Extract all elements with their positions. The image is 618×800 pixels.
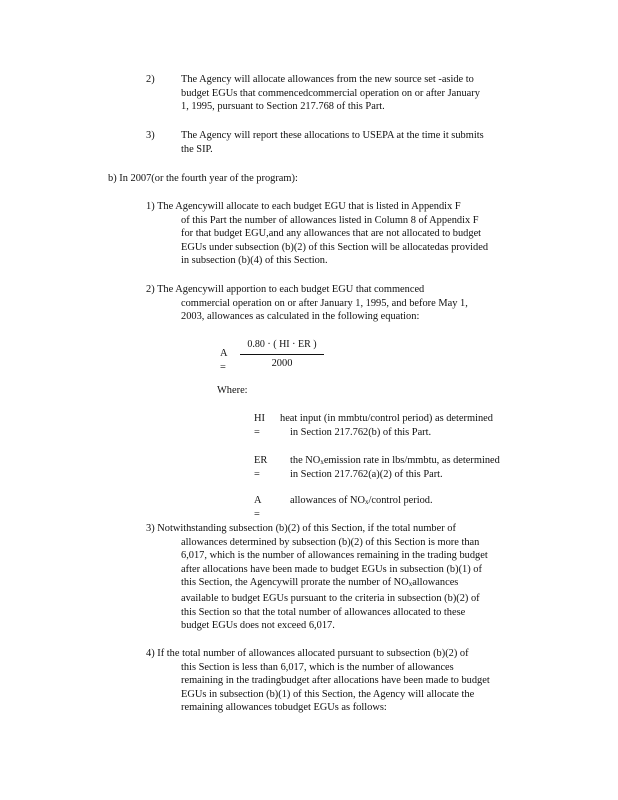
text-line: 1, 1995, pursuant to Section 217.768 of this Part. [181,101,385,113]
text-line: EGUs in subsection (b)(1) of this Section, the Agency will allocate the [181,688,475,700]
subscript: x [365,498,369,506]
definition-term: HI = [254,413,265,438]
text-line: 2003, allowances as calculated in the following equation: [181,311,420,323]
subscript: x [408,580,413,589]
definition-text-part: allowances of NO [290,495,366,506]
text-part: allowances [412,577,459,589]
text-line: The Agency will allocate allowances from the new source set -aside to [181,74,474,85]
text-line: The Agency will report these allocations to USEPA at the time it submits [181,130,484,141]
subscript: x [320,458,324,466]
equation-numerator: 0.80 · ( HI · ER ) [247,339,317,350]
equation-denominator: 2000 [271,357,293,369]
text-line: allowances determined by subsection (b)(2) of this Section is more than [181,536,480,548]
section-b-heading [108,172,298,186]
definition-text-part: emission rate in lbs/mmbtu, as determined [323,455,500,466]
hanging-lines [181,536,488,633]
text-line: this Section is less than 6,017, which is the number of allowances [181,661,454,673]
text-line: of this Part the number of allowances listed in Column 8 of Appendix F [181,214,479,226]
where-label: Where: [217,385,248,396]
text-line: 1) The Agencywill allocate to each budget EGU that is listed in Appendix F [146,201,461,212]
text-line: 3) Notwithstanding subsection (b)(2) of this Section, if the total number of [146,523,456,534]
section-b-lead: b) In 2007(or the fourth year of the program): [108,173,298,184]
definition-text [290,494,433,510]
definition-term: A = [254,495,261,520]
text-line: this Section so that the total number of allowances allocated to these [181,606,466,618]
definition-text: heat input (in mmbtu/control period) as determined [280,413,493,424]
text-line: commercial operation on or after January 1, 1995, and before May 1, [181,297,468,309]
definition-text-part: /control period. [368,495,433,506]
item-number: 2) [146,74,155,85]
hanging-lines [181,297,468,324]
text-line: EGUs under subsection (b)(2) of this Section will be allocatedas provided [181,241,489,253]
text-line: remaining allowances tobudget EGUs as follows: [181,702,387,714]
text-line: remaining in the tradingbudget after allocations have been made to budget [181,675,490,687]
definition-text: in Section 217.762(b) of this Part. [290,426,432,438]
hanging-lines [181,661,490,715]
text-part: this Section, the Agencywill prorate the number of NO [181,577,409,589]
definition-text: in Section 217.762(a)(2) of this Part. [290,468,443,480]
text-line: for that budget EGU,and any allowances that are not allocated to budget [181,228,482,240]
text-line [181,576,488,592]
definition-text-part: the NO [290,455,321,466]
text-line: the SIP. [181,143,213,155]
item-text [181,73,525,114]
text-line: 6,017, which is the number of allowances remaining in the trading budget [181,550,488,562]
text-line: available to budget EGUs pursuant to the criteria in subsection (b)(2) of [181,592,480,604]
hanging-lines [181,214,488,268]
fraction-bar [240,354,324,355]
text-line: budget EGUs does not exceed 6,017. [181,620,335,632]
text-line: in subsection (b)(4) of this Section. [181,255,328,267]
equation-lhs: A = [220,348,227,373]
text-line: 2) The Agencywill apportion to each budget EGU that commenced [146,284,425,295]
item-number: 3) [146,130,155,141]
text-line: budget EGUs that commencedcommercial operation on or after January [181,87,480,99]
item-text [181,129,531,156]
definition-term: ER = [254,455,268,480]
text-line: 4) If the total number of allowances allocated pursuant to subsection (b)(2) of [146,648,469,659]
text-line: after allocations have been made to budget EGUs in subsection (b)(1) of [181,563,482,575]
equation-fraction [240,338,324,370]
